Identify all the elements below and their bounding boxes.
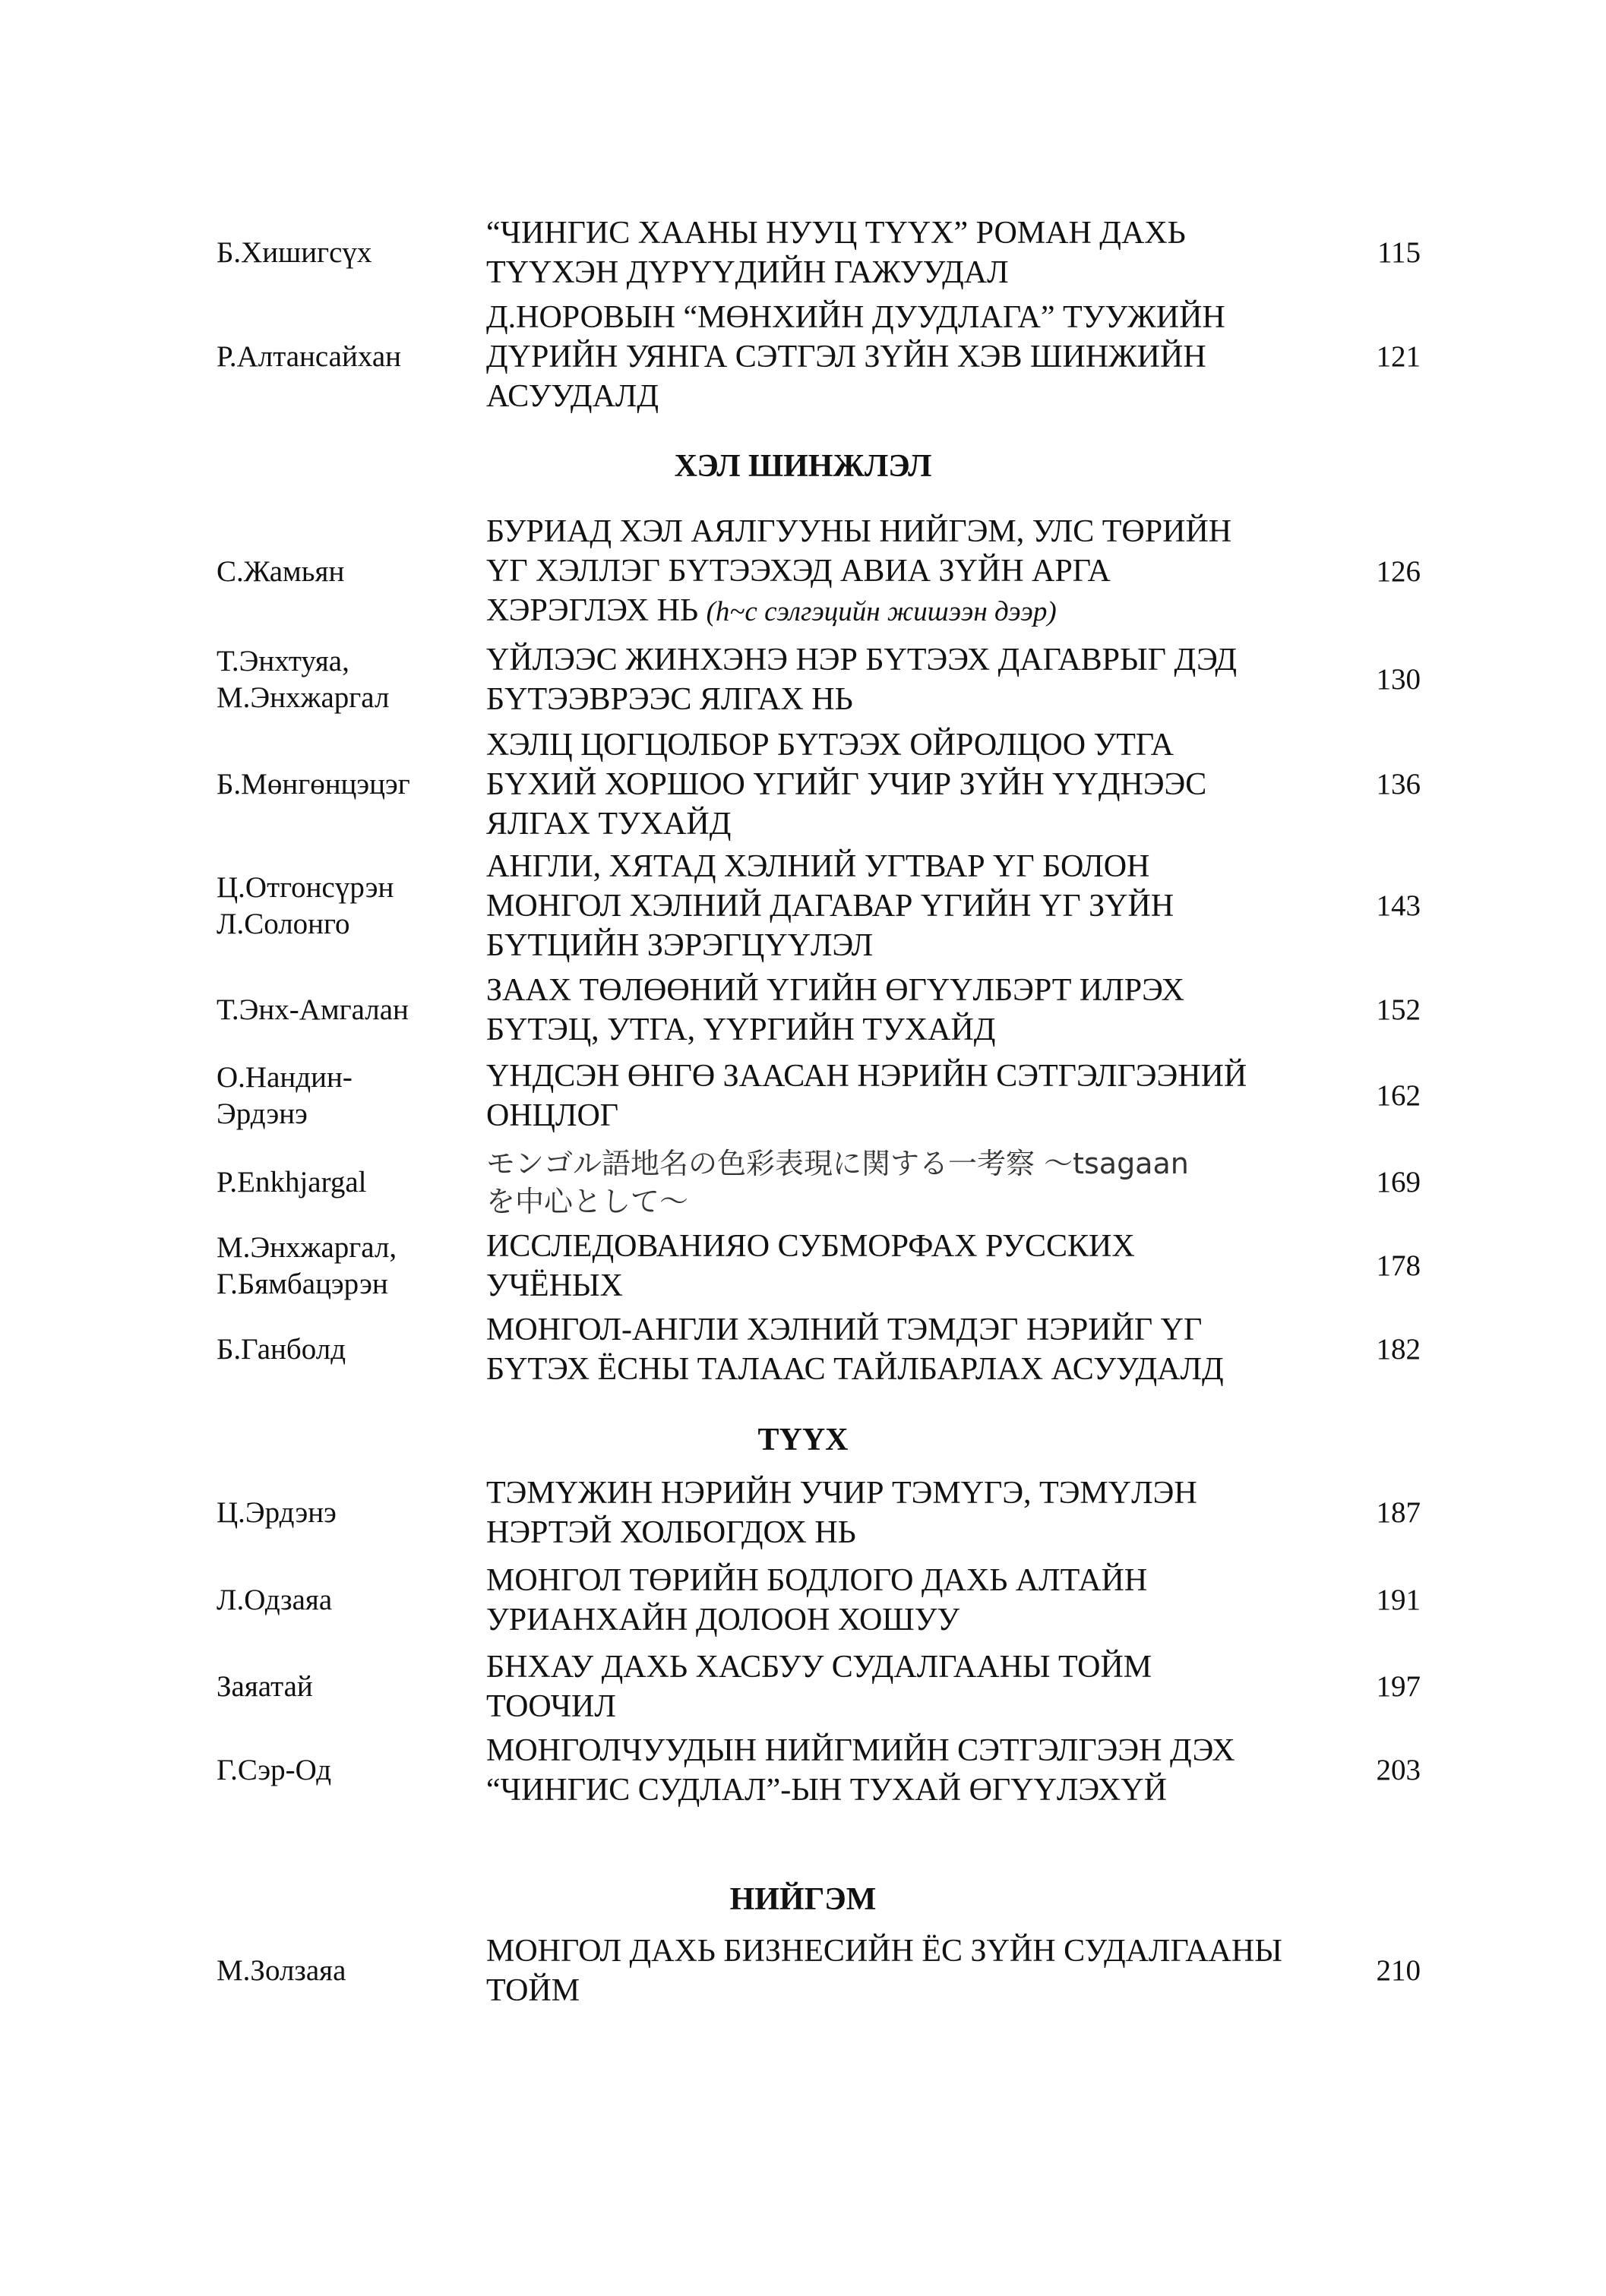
- title-line: ТОЙМ: [486, 1973, 580, 2008]
- toc-entry: [0, 1141, 1606, 1224]
- entry-title: [486, 1561, 1345, 1640]
- title-line: ТЭМҮЖИН НЭРИЙН УЧИР ТЭМҮГЭ, ТЭМҮЛЭН: [486, 1476, 1197, 1511]
- entry-author: Т.Энхтуяа, М.Энхжаргал: [217, 645, 390, 714]
- toc-entry: [0, 968, 1606, 1052]
- entry-author: М.Золзаяа: [217, 1954, 346, 1987]
- entry-page-number: 162: [1376, 1079, 1421, 1112]
- title-line: “ЧИНГИС СУДЛАЛ”-ЫН ТУХАЙ ӨГҮҮЛЭХҮЙ: [486, 1773, 1167, 1808]
- title-line: ТООЧИЛ: [486, 1689, 616, 1724]
- title-line: НЭРТЭЙ ХОЛБОГДОХ НЬ: [486, 1515, 856, 1550]
- entry-page-number: 169: [1376, 1166, 1421, 1199]
- entry-title: [486, 213, 1345, 292]
- toc-entry: [0, 296, 1606, 418]
- entry-title: [486, 1227, 1345, 1306]
- title-line: УЧЁНЫХ: [486, 1268, 623, 1303]
- title-line: БҮТЭХ ЁСНЫ ТАЛААС ТАЙЛБАРЛАХ АСУУДАЛД: [486, 1352, 1224, 1387]
- title-line: ХЭЛЦ ЦОГЦОЛБОР БҮТЭЭХ ОЙРОЛЦОО УТГА: [486, 728, 1174, 763]
- title-line: ЗААХ ТӨЛӨӨНИЙ ҮГИЙН ӨГҮҮЛБЭРТ ИЛРЭХ: [486, 973, 1184, 1008]
- entry-page-number: 130: [1376, 663, 1421, 696]
- entry-title: [486, 512, 1345, 632]
- title-line: [486, 591, 1345, 632]
- entry-title: [486, 640, 1345, 719]
- entry-page-number: 203: [1376, 1754, 1421, 1786]
- entry-page-number: 115: [1377, 236, 1421, 269]
- toc-entry: [0, 845, 1606, 967]
- entry-title: [486, 1310, 1345, 1389]
- title-line: БҮХИЙ ХОРШОО ҮГИЙГ УЧИР ЗҮЙН ҮҮДНЭЭС: [486, 767, 1207, 802]
- title-line: БҮТЦИЙН ЗЭРЭГЦҮҮЛЭЛ: [486, 928, 874, 963]
- title-line: МОНГОЛ-АНГЛИ ХЭЛНИЙ ТЭМДЭГ НЭРИЙГ ҮГ: [486, 1312, 1203, 1347]
- entry-page-number: 143: [1376, 889, 1421, 922]
- entry-page-number: 187: [1376, 1496, 1421, 1529]
- title-line: МОНГОЛ ХЭЛНИЙ ДАГАВАР ҮГИЙН ҮГ ЗҮЙН: [486, 889, 1174, 924]
- entry-title: [486, 298, 1345, 416]
- title-line: ҮНДСЭН ӨНГӨ ЗААСАН НЭРИЙН СЭТГЭЛГЭЭНИЙ: [486, 1059, 1247, 1094]
- toc-entry: [0, 211, 1606, 295]
- entry-title: [486, 1731, 1345, 1810]
- title-line: АСУУДАЛД: [486, 379, 659, 414]
- title-line-text: ХЭРЭГЛЭХ НЬ: [486, 592, 699, 628]
- toc-entry: [0, 638, 1606, 722]
- entry-page-number: 191: [1376, 1584, 1421, 1616]
- entry-author: М.Энхжаргал, Г.Бямбацэрэн: [217, 1231, 397, 1300]
- toc-entry: [0, 1645, 1606, 1729]
- toc-entry: [0, 724, 1606, 845]
- entry-page-number: 210: [1376, 1954, 1421, 1987]
- entry-author: Б.Мөнгөнцэцэг: [217, 768, 410, 801]
- title-line: モンゴル語地名の色彩表現に関する一考察 ～tsagaan: [486, 1147, 1189, 1180]
- title-line: БҮТЭЭВРЭЭС ЯЛГАХ НЬ: [486, 682, 853, 717]
- entry-title: [486, 1931, 1345, 2010]
- entry-page-number: 136: [1376, 768, 1421, 801]
- title-line: ТҮҮХЭН ДҮРҮҮДИЙН ГАЖУУДАЛ: [486, 255, 1009, 290]
- entry-page-number: 178: [1376, 1249, 1421, 1282]
- title-line: ҮГ ХЭЛЛЭГ БҮТЭЭХЭД АВИА ЗҮЙН АРГА: [486, 553, 1111, 589]
- title-line: МОНГОЛЧУУДЫН НИЙГМИЙН СЭТГЭЛГЭЭН ДЭХ: [486, 1733, 1235, 1768]
- title-line: МОНГОЛ ТӨРИЙН БОДЛОГО ДАХЬ АЛТАЙН: [486, 1563, 1148, 1598]
- entry-title: [486, 1145, 1345, 1221]
- entry-page-number: 182: [1376, 1333, 1421, 1366]
- entry-title: [486, 847, 1345, 965]
- toc-entry: [0, 509, 1606, 634]
- title-line: ҮЙЛЭЭС ЖИНХЭНЭ НЭР БҮТЭЭХ ДАГАВРЫГ ДЭД: [486, 643, 1237, 677]
- entry-page-number: 121: [1376, 340, 1421, 373]
- toc-entry: [0, 1224, 1606, 1308]
- title-line: ИССЛЕДОВАНИЯО СУБМОРФАХ РУССКИХ: [486, 1229, 1135, 1264]
- entry-author: Ц.Эрдэнэ: [217, 1496, 337, 1529]
- toc-entry: [0, 1559, 1606, 1642]
- title-line: БНХАУ ДАХЬ ХАСБУУ СУДАЛГААНЫ ТОЙМ: [486, 1650, 1152, 1685]
- entry-author: P.Enkhjargal: [217, 1166, 367, 1199]
- entry-author: Ц.Отгонсүрэн Л.Солонго: [217, 871, 394, 940]
- title-line: ДҮРИЙН УЯНГА СЭТГЭЛ ЗҮЙН ХЭВ ШИНЖИЙН: [486, 340, 1206, 374]
- toc-entry: [0, 1471, 1606, 1555]
- entry-author: Р.Алтансайхан: [217, 340, 402, 373]
- entry-page-number: 152: [1376, 993, 1421, 1026]
- title-line: УРИАНХАЙН ДОЛООН ХОШУУ: [486, 1603, 960, 1638]
- entry-author: Заяатай: [217, 1670, 313, 1703]
- entry-page-number: 197: [1376, 1670, 1421, 1703]
- title-note: (h~с сэлгэцийн жишээн дээр): [706, 595, 1057, 627]
- title-line: “ЧИНГИС ХААНЫ НУУЦ ТҮҮХ” РОМАН ДАХЬ: [486, 216, 1186, 251]
- section-heading: ХЭЛ ШИНЖЛЭЛ: [674, 449, 932, 484]
- toc-entry: [0, 1054, 1606, 1138]
- entry-author: Г.Сэр-Од: [217, 1754, 332, 1786]
- entry-title: [486, 1473, 1345, 1552]
- entry-page-number: 126: [1376, 554, 1421, 588]
- entry-author: Б.Ганболд: [217, 1333, 346, 1366]
- title-line: БҮТЭЦ, УТГА, ҮҮРГИЙН ТУХАЙД: [486, 1012, 996, 1047]
- title-line: АНГЛИ, ХЯТАД ХЭЛНИЙ УГТВАР ҮГ БОЛОН: [486, 849, 1150, 884]
- entry-title: [486, 971, 1345, 1050]
- title-line: Д.НОРОВЫН “МӨНХИЙН ДУУДЛАГА” ТУУЖИЙН: [486, 300, 1225, 335]
- entry-title: [486, 1647, 1345, 1726]
- title-line: を中心として～: [486, 1185, 689, 1218]
- toc-entry: [0, 1929, 1606, 2013]
- entry-author: С.Жамьян: [217, 554, 345, 588]
- entry-title: [486, 1056, 1345, 1135]
- title-line: МОНГОЛ ДАХЬ БИЗНЕСИЙН ЁС ЗҮЙН СУДАЛГААНЫ: [486, 1934, 1282, 1969]
- entry-author: Л.Одзаяа: [217, 1584, 333, 1616]
- entry-author: Б.Хишигсүх: [217, 236, 372, 269]
- entry-author: Т.Энх-Амгалан: [217, 993, 409, 1026]
- section-heading: НИЙГЭМ: [729, 1882, 877, 1917]
- toc-entry: [0, 1308, 1606, 1391]
- title-line: ОНЦЛОГ: [486, 1098, 619, 1133]
- entry-author: О.Нандин- Эрдэнэ: [217, 1061, 352, 1130]
- section-heading: ТҮҮХ: [757, 1423, 849, 1458]
- entry-title: [486, 725, 1345, 844]
- toc-entry: [0, 1729, 1606, 1812]
- title-line: БУРИАД ХЭЛ АЯЛГУУНЫ НИЙГЭМ, УЛС ТӨРИЙН: [486, 513, 1232, 549]
- title-line: ЯЛГАХ ТУХАЙД: [486, 807, 732, 842]
